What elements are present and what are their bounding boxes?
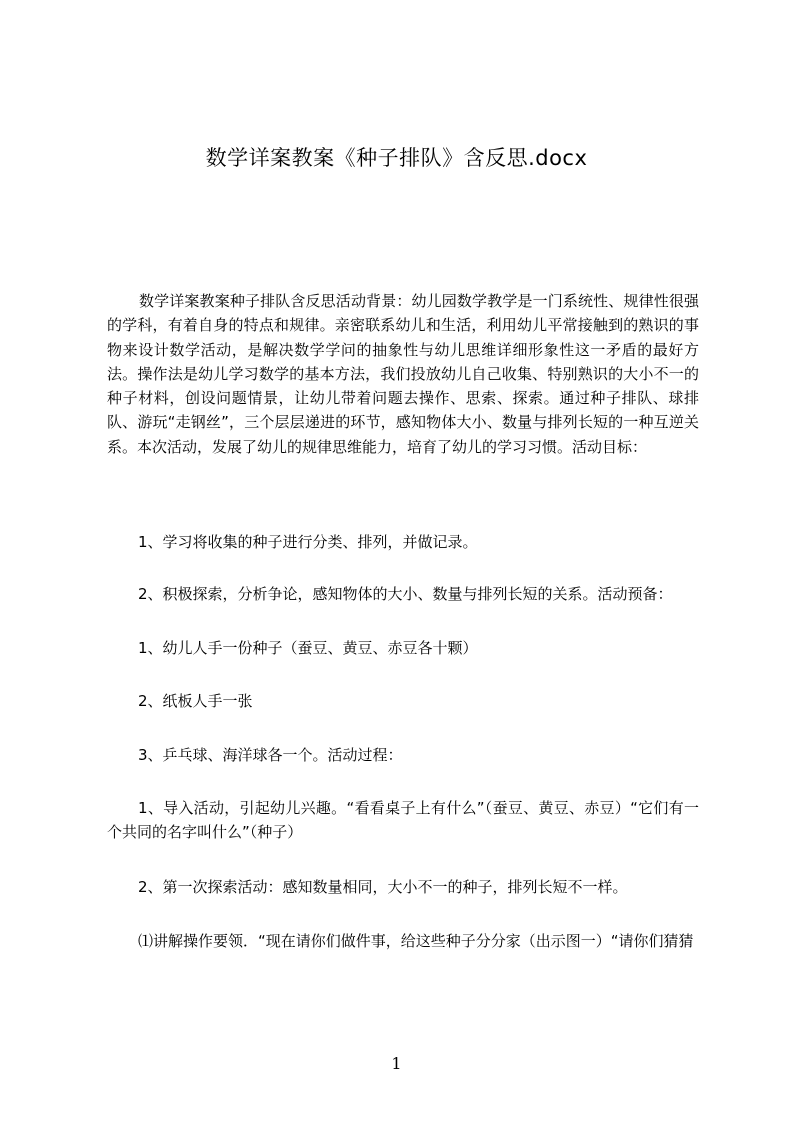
- page-number: 1: [391, 1054, 402, 1073]
- intro-paragraph: 数学详案教案种子排队含反思活动背景：幼儿园数学教学是一门系统性、规律性很强的学科，有着自身的特点和规律。亲密联系幼儿和生活，利用幼儿平常接触到的熟识的事物来设计数学活动，是解决数学学问的抽象性与幼儿思维详细形象性这一矛盾的最好方法。操作法是幼儿学习数学的基本方法，我们投放幼儿自己收集、特别熟识的大小不一的种子材料，创设问题情景，让幼儿带着问题去操作、思索、探索。通过种子排队、球排队、游玩“走钢丝”，三个层层递进的环节，感知物体大小、数量与排列长短的一种互逆关系。本次活动，发展了幼儿的规律思维能力，培育了幼儿的学习习惯。活动目标：: [107, 292, 699, 456]
- goal-item-1: 1、学习将收集的种子进行分类、排列，并做记录。: [138, 533, 478, 551]
- step-item-1: 1、导入活动，引起幼儿兴趣。“看看桌子上有什么”（蚕豆、黄豆、赤豆）“它们有一个共同的名字叫什么”（种子）: [107, 799, 699, 842]
- document-title: 数学详案教案《种子排队》含反思.docx: [205, 146, 588, 170]
- goal-item-2: 2、积极探索，分析争论，感知物体的大小、数量与排列长短的关系。活动预备：: [138, 585, 673, 603]
- prep-item-3: 3、乒乓球、海洋球各一个。活动过程：: [138, 746, 403, 764]
- prep-item-2: 2、纸板人手一张: [138, 692, 253, 710]
- prep-item-1: 1、幼儿人手一份种子（蚕豆、黄豆、赤豆各十颗）: [138, 639, 478, 657]
- step-item-2: 2、第一次探索活动：感知数量相同，大小不一的种子，排列长短不一样。: [138, 878, 628, 896]
- step-item-2a: ⑴讲解操作要领．“现在请你们做件事，给这些种子分分家（出示图一）“请你们猜猜: [138, 932, 694, 950]
